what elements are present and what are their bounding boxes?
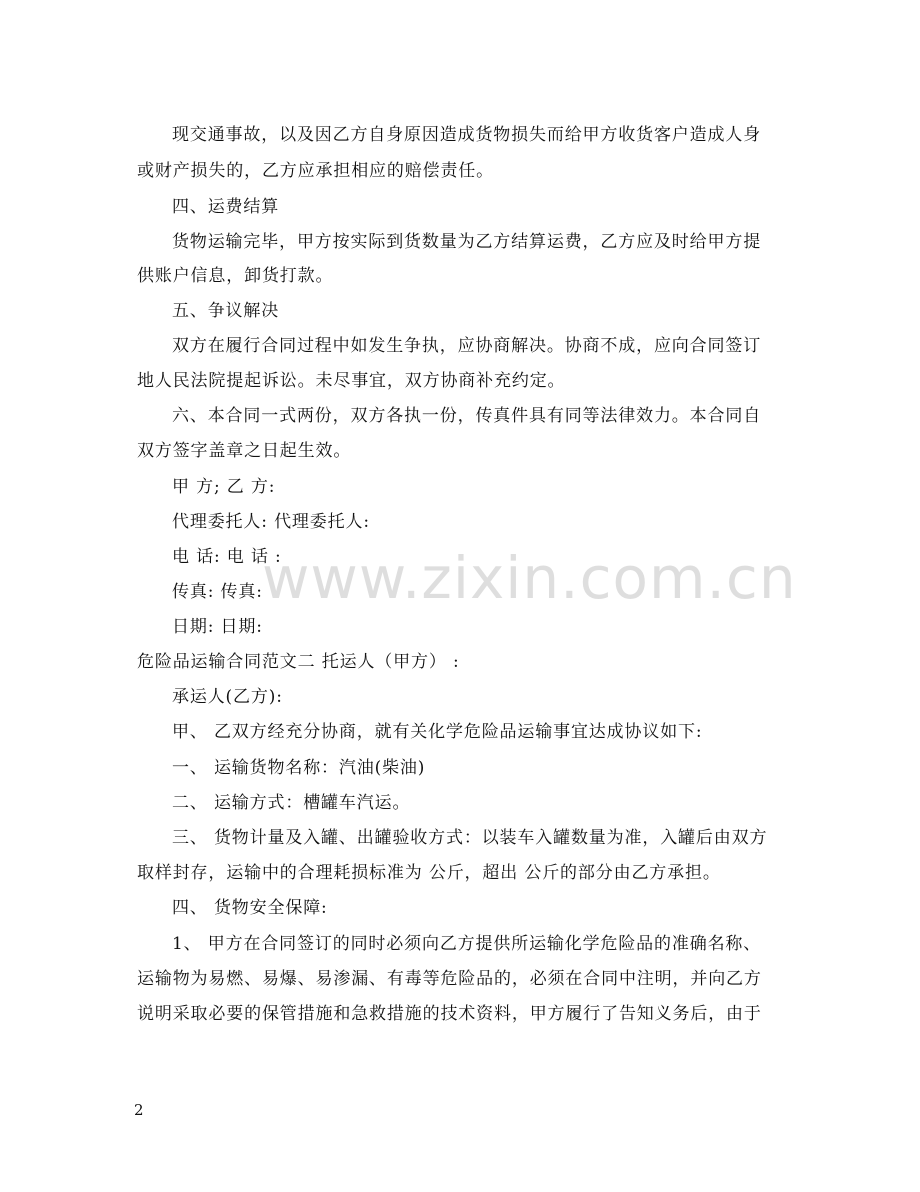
signature-agent-line: 代理委托人: 代理委托人: bbox=[172, 512, 370, 532]
clause-line: 四、 货物安全保障: bbox=[172, 898, 328, 918]
text-line: 运输物为易燃、易爆、易渗漏、有毒等危险品的，必须在合同中注明，并向乙方 bbox=[137, 969, 762, 989]
text-line: 双方签字盖章之日起生效。 bbox=[137, 441, 352, 461]
text-line: 货物运输完毕，甲方按实际到货数量为乙方结算运费，乙方应及时给甲方提 bbox=[172, 232, 762, 252]
text-line: 六、本合同一式两份，双方各执一份，传真件具有同等法律效力。本合同自 bbox=[172, 406, 762, 426]
clause-line: 三、 货物计量及入罐、出罐验收方式：以装车入罐数量为准，入罐后由双方 bbox=[172, 828, 768, 848]
clause-line: 二、 运输方式：槽罐车汽运。 bbox=[172, 793, 411, 813]
text-line: 说明采取必要的保管措施和急救措施的技术资料，甲方履行了告知义务后，由于 bbox=[137, 1004, 762, 1024]
text-line: 或财产损失的，乙方应承担相应的赔偿责任。 bbox=[137, 161, 494, 181]
text-line: 现交通事故，以及因乙方自身原因造成货物损失而给甲方收货客户造成人身 bbox=[172, 125, 762, 145]
signature-fax-line: 传真: 传真: bbox=[172, 582, 263, 602]
text-line: 供账户信息，卸货打款。 bbox=[137, 266, 334, 286]
signature-party-line: 甲 方; 乙 方: bbox=[172, 477, 276, 497]
clause-line: 1、 甲方在合同签订的同时必须向乙方提供所运输化学危险品的准确名称、 bbox=[172, 934, 762, 954]
section-heading: 四、运费结算 bbox=[172, 197, 280, 217]
section-heading: 五、争议解决 bbox=[172, 301, 280, 321]
signature-phone-line: 电 话: 电 话 : bbox=[172, 547, 282, 567]
text-line: 取样封存，运输中的合理耗损标准为 公斤，超出 公斤的部分由乙方承担。 bbox=[137, 863, 721, 883]
text-line: 地人民法院提起诉讼。未尽事宜，双方协商补充约定。 bbox=[137, 371, 566, 391]
text-line: 双方在履行合同过程中如发生争执，应协商解决。协商不成，应向合同签订 bbox=[172, 336, 762, 356]
clause-line: 一、 运输货物名称：汽油(柴油) bbox=[172, 758, 426, 778]
watermark: www.zixin.com.cn bbox=[262, 544, 797, 612]
text-line: 甲、 乙双方经充分协商，就有关化学危险品运输事宜达成协议如下: bbox=[172, 722, 703, 742]
carrier-line: 承运人(乙方): bbox=[172, 687, 283, 707]
contract-title-line: 危险品运输合同范文二 托运人（甲方） : bbox=[137, 652, 460, 672]
page-number: 2 bbox=[134, 1101, 144, 1119]
signature-date-line: 日期: 日期: bbox=[172, 617, 263, 637]
